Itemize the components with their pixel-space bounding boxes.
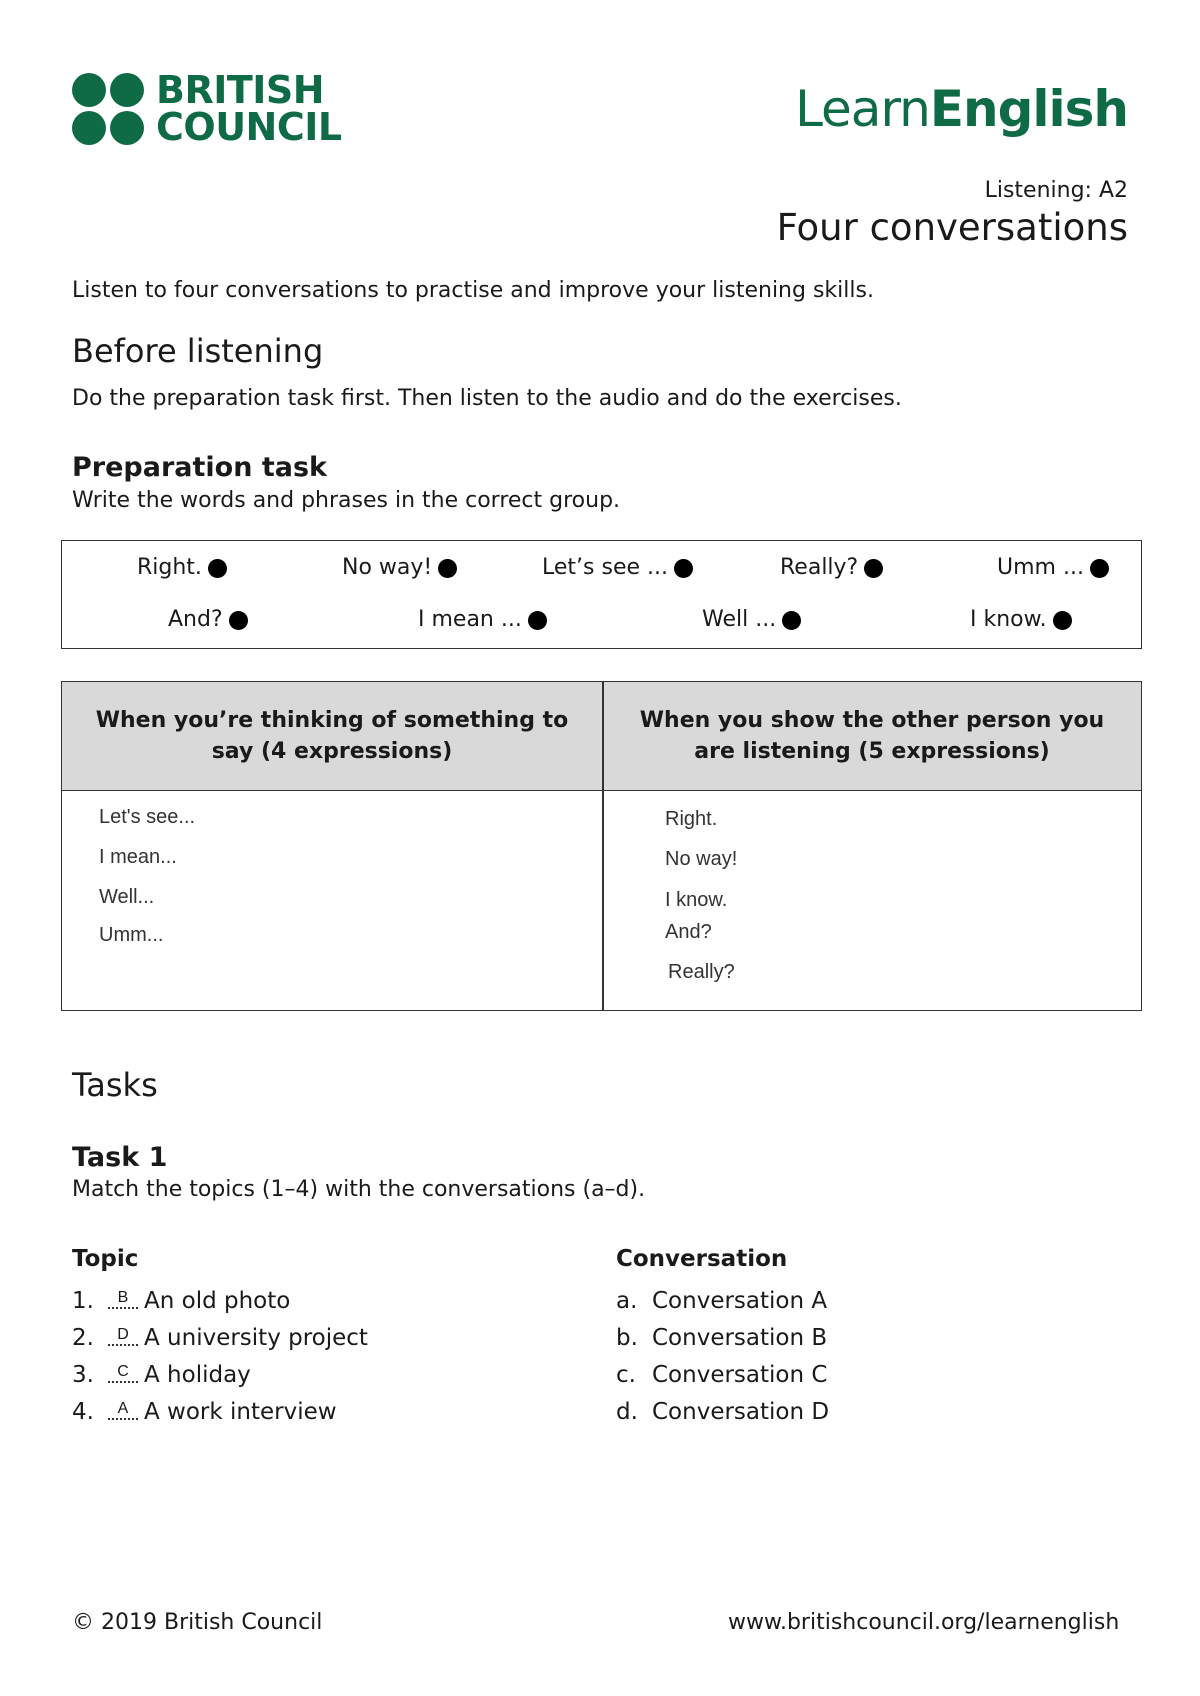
british-council-dots-icon: [72, 73, 144, 145]
word-bank-item[interactable]: Really?: [780, 555, 883, 580]
before-listening-text: Do the preparation task first. Then listen to the audio and do the exercises.: [72, 386, 902, 411]
before-listening-heading: Before listening: [72, 332, 324, 370]
word-bank-item[interactable]: Well ...: [702, 607, 801, 632]
topic-item: 4. A A work interview: [72, 1399, 337, 1425]
word-bank-item[interactable]: No way!: [342, 555, 457, 580]
topic-item: 2. D A university project: [72, 1325, 368, 1351]
page-title: Four conversations: [776, 206, 1128, 249]
task1-instructions: Match the topics (1–4) with the conversations (a–d).: [72, 1177, 646, 1202]
answer-cell[interactable]: No way!: [665, 848, 738, 870]
tasks-heading: Tasks: [72, 1066, 158, 1104]
bullet-icon: [1053, 611, 1072, 630]
answer-cell[interactable]: I know.: [665, 889, 728, 911]
answer-blank[interactable]: B: [108, 1289, 138, 1309]
learnenglish-logo: [795, 80, 1128, 138]
answer-blank[interactable]: A: [108, 1400, 138, 1420]
column-header-thinking: When you’re thinking of something to say (4 expressions): [62, 682, 602, 791]
logo-learn: Learn: [795, 80, 930, 138]
word-bank: [61, 540, 1142, 649]
answer-cell[interactable]: Let's see...: [99, 806, 196, 828]
logo-text-council: COUNCIL: [156, 105, 342, 149]
intro-text: Listen to four conversations to practise and improve your listening skills.: [72, 278, 874, 303]
footer-copyright: © 2019 British Council: [72, 1610, 323, 1635]
bullet-icon: [1090, 559, 1109, 578]
conversation-item: b. Conversation B: [616, 1325, 828, 1351]
answer-cell[interactable]: Well...: [99, 886, 155, 908]
bullet-icon: [674, 559, 693, 578]
bullet-icon: [229, 611, 248, 630]
task1-heading: Task 1: [72, 1142, 168, 1173]
logo-text-british: BRITISH: [156, 68, 325, 112]
bullet-icon: [782, 611, 801, 630]
answer-blank[interactable]: D: [108, 1326, 138, 1346]
conversation-item: d. Conversation D: [616, 1399, 830, 1425]
british-council-logo: [72, 68, 342, 149]
topic-item: 3. C A holiday: [72, 1362, 251, 1388]
preparation-task-instructions: Write the words and phrases in the correct group.: [72, 488, 621, 513]
topic-item: 1. B An old photo: [72, 1288, 291, 1314]
word-bank-item[interactable]: I know.: [970, 607, 1072, 632]
bullet-icon: [528, 611, 547, 630]
answer-cell[interactable]: Right.: [665, 808, 718, 830]
word-bank-item[interactable]: Right.: [137, 555, 227, 580]
answer-cell[interactable]: Really?: [668, 961, 735, 983]
bullet-icon: [438, 559, 457, 578]
column-header-listening: When you show the other person you are listening (5 expressions): [603, 682, 1141, 791]
bullet-icon: [208, 559, 227, 578]
word-bank-item[interactable]: I mean ...: [418, 607, 547, 632]
word-bank-item[interactable]: Umm ...: [997, 555, 1109, 580]
conversation-item: c. Conversation C: [616, 1362, 828, 1388]
logo-english: English: [929, 80, 1128, 138]
word-bank-item[interactable]: And?: [168, 607, 248, 632]
topic-column-title: Topic: [72, 1246, 139, 1272]
conversation-item: a. Conversation A: [616, 1288, 828, 1314]
level-label: Listening: A2: [984, 178, 1128, 203]
sorting-table: [61, 681, 1142, 1011]
column-divider: [602, 682, 604, 1010]
answer-cell[interactable]: And?: [665, 921, 712, 943]
preparation-task-heading: Preparation task: [72, 452, 327, 483]
bullet-icon: [864, 559, 883, 578]
answer-blank[interactable]: C: [108, 1363, 138, 1383]
footer-url-link[interactable]: www.britishcouncil.org/learnenglish: [728, 1610, 1120, 1635]
word-bank-item[interactable]: Let’s see ...: [542, 555, 693, 580]
answer-cell[interactable]: Umm...: [99, 924, 164, 946]
answer-cell[interactable]: I mean...: [99, 846, 177, 868]
conversation-column-title: Conversation: [616, 1246, 788, 1272]
